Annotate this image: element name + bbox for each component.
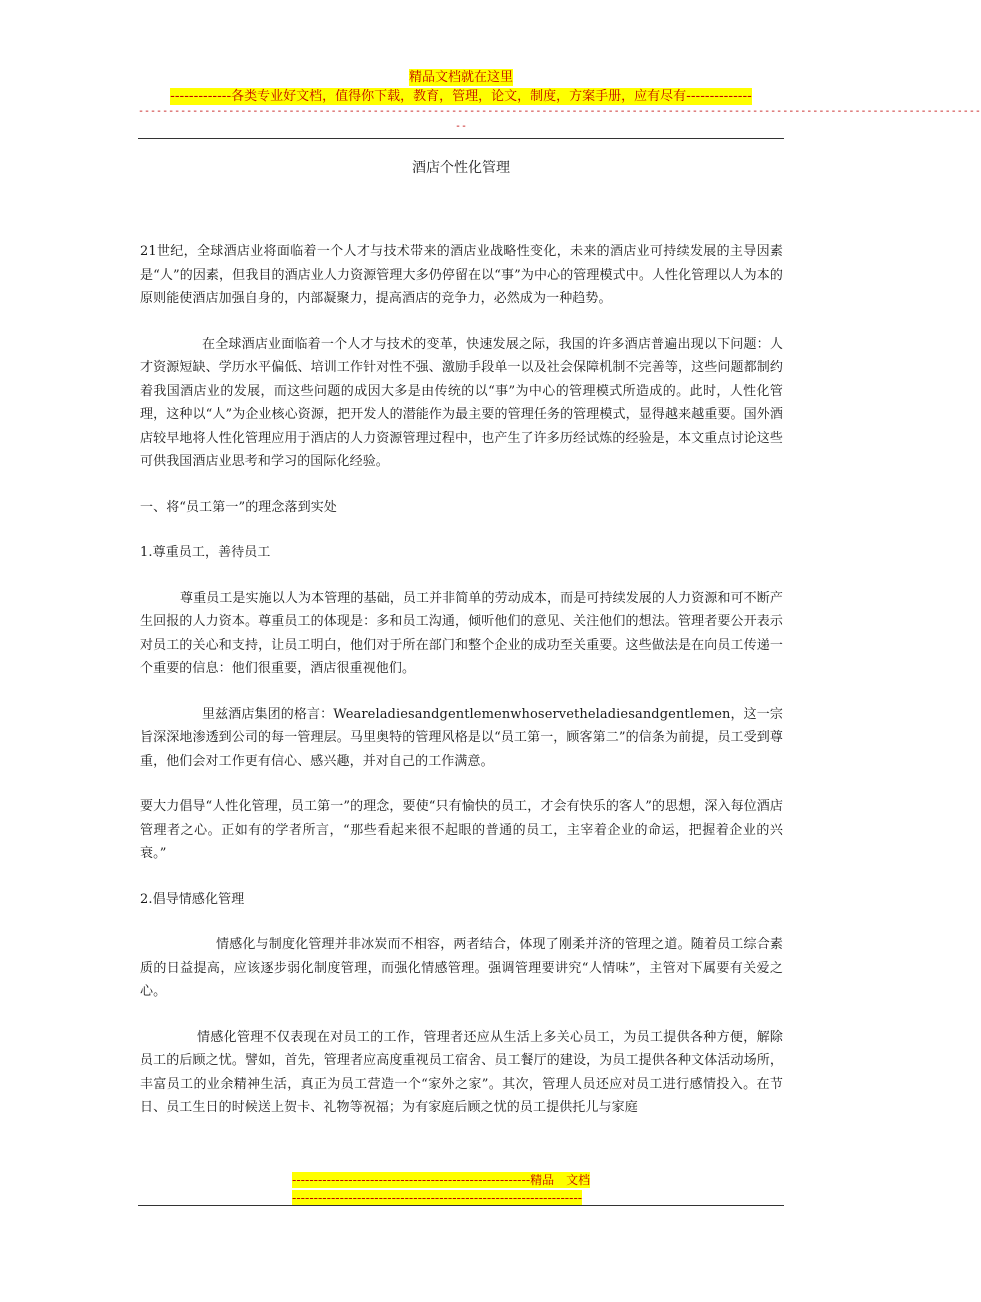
footer-banner-2 (292, 1187, 632, 1206)
paragraph: 在全球酒店业面临着一个人才与技术的变革，快速发展之际，我国的许多酒店普遍出现以下问题：人才资源短缺、学历水平偏低、培训工作针对性不强、激励手段单一以及社会保障机制不完善等，这些问题都制约着我国酒店业的发展，而这些问题的成因大多是由传统的以“事”为中心的管理模式所造成的。此时，人性化管理，这种以“人”为企业核心资源，把开发人的潜能作为最主要的管理任务的管理模式，显得越来越重要。国外酒店较早地将人性化管理应用于酒店的人力资源管理过程中，也产生了许多历经试炼的经验是，本文重点讨论这些可供我国酒店业思考和学习的国际化经验。 (140, 336, 783, 469)
header-divider (138, 138, 784, 139)
document-body (140, 240, 783, 1142)
subsection-heading: 2.倡导情感化管理 (140, 891, 245, 907)
document-title: 酒店个性化管理 (412, 160, 510, 176)
footer-banner-1 (292, 1169, 632, 1188)
paragraph: 里兹酒店集团的格言：Weareladiesandgentlemenwhoservetheladiesandgentlemen，这一宗旨深深地渗透到公司的每一管理层。马里奥特的管理风格是以“员工第一，顾客第二”的信条为前提，员工受到尊重，他们会对工作更有信心、感兴趣，并对自己的工作满意。 (140, 706, 783, 769)
paragraph: 要大力倡导“人性化管理，员工第一”的理念，要使“只有愉快的员工，才会有快乐的客人”的思想，深入每位酒店管理者之心。正如有的学者所言，“那些看起来很不起眼的普通的员工，主宰着企业的命运，把握着企业的兴衰。” (140, 799, 783, 861)
section-heading: 一、将“员工第一”的理念落到实处 (140, 499, 337, 515)
header-line-1: 精品文档就在这里 (408, 70, 513, 85)
footer-line-2: ------------------------------------------------------------------- (292, 1191, 583, 1205)
footer-line-1: -------------------------------------------------------精品 文档 (292, 1173, 591, 1187)
subsection-heading: 1.尊重员工，善待员工 (140, 545, 271, 560)
header-dash-line: -------------------------------------------------------------------------------------------------------------------------------------------- (138, 106, 981, 117)
footer-divider (138, 1205, 784, 1206)
header-banner-title (138, 66, 784, 86)
paragraph: 21世纪，全球酒店业将面临着一个人才与技术带来的酒店业战略性变化，未来的酒店业可持续发展的主导因素是“人”的因素，但我目的酒店业人力资源管理大多仍停留在以“事”为中心的管理模式中。人性化管理以人为本的原则能使酒店加强自身的，内部凝聚力，提高酒店的竞争力，必然成为一种趋势。 (140, 244, 783, 306)
paragraph: 尊重员工是实施以人为本管理的基础，员工并非简单的劳动成本，而是可持续发展的人力资源和可不断产生回报的人力资本。尊重员工的体现是：多和员工沟通，倾听他们的意见、关注他们的想法。管理者要公开表示对员工的关心和支持，让员工明白，他们对于所在部门和整个企业的成功至关重要。这些做法是在向员工传递一个重要的信息：他们很重要，酒店很重视他们。 (140, 590, 783, 676)
paragraph: 情感化管理不仅表现在对员工的工作，管理者还应从生活上多关心员工，为员工提供各种方便，解除员工的后顾之忧。譬如，首先，管理者应高度重视员工宿舍、员工餐厅的建设，为员工提供各种文体活动场所，丰富员工的业余精神生活，真正为员工营造一个“家外之家”。其次，管理人员还应对员工进行感情投入。在节日、员工生日的时候送上贺卡、礼物等祝福；为有家庭后顾之忧的员工提供托儿与家庭 (140, 1029, 783, 1115)
header-banner-subtitle (138, 85, 784, 105)
paragraph: 情感化与制度化管理并非冰炭而不相容，两者结合，体现了刚柔并济的管理之道。随着员工综合素质的日益提高，应该逐步弱化制度管理，而强化情感管理。强调管理要讲究“人情味”，主管对下属要有关爱之心。 (140, 937, 783, 999)
header-dash-tail: -- (454, 121, 468, 132)
header-line-2: -------------各类专业好文档，值得你下载，教育，管理，论文，制度，方案手册，应有尽有-------------- (170, 89, 752, 104)
